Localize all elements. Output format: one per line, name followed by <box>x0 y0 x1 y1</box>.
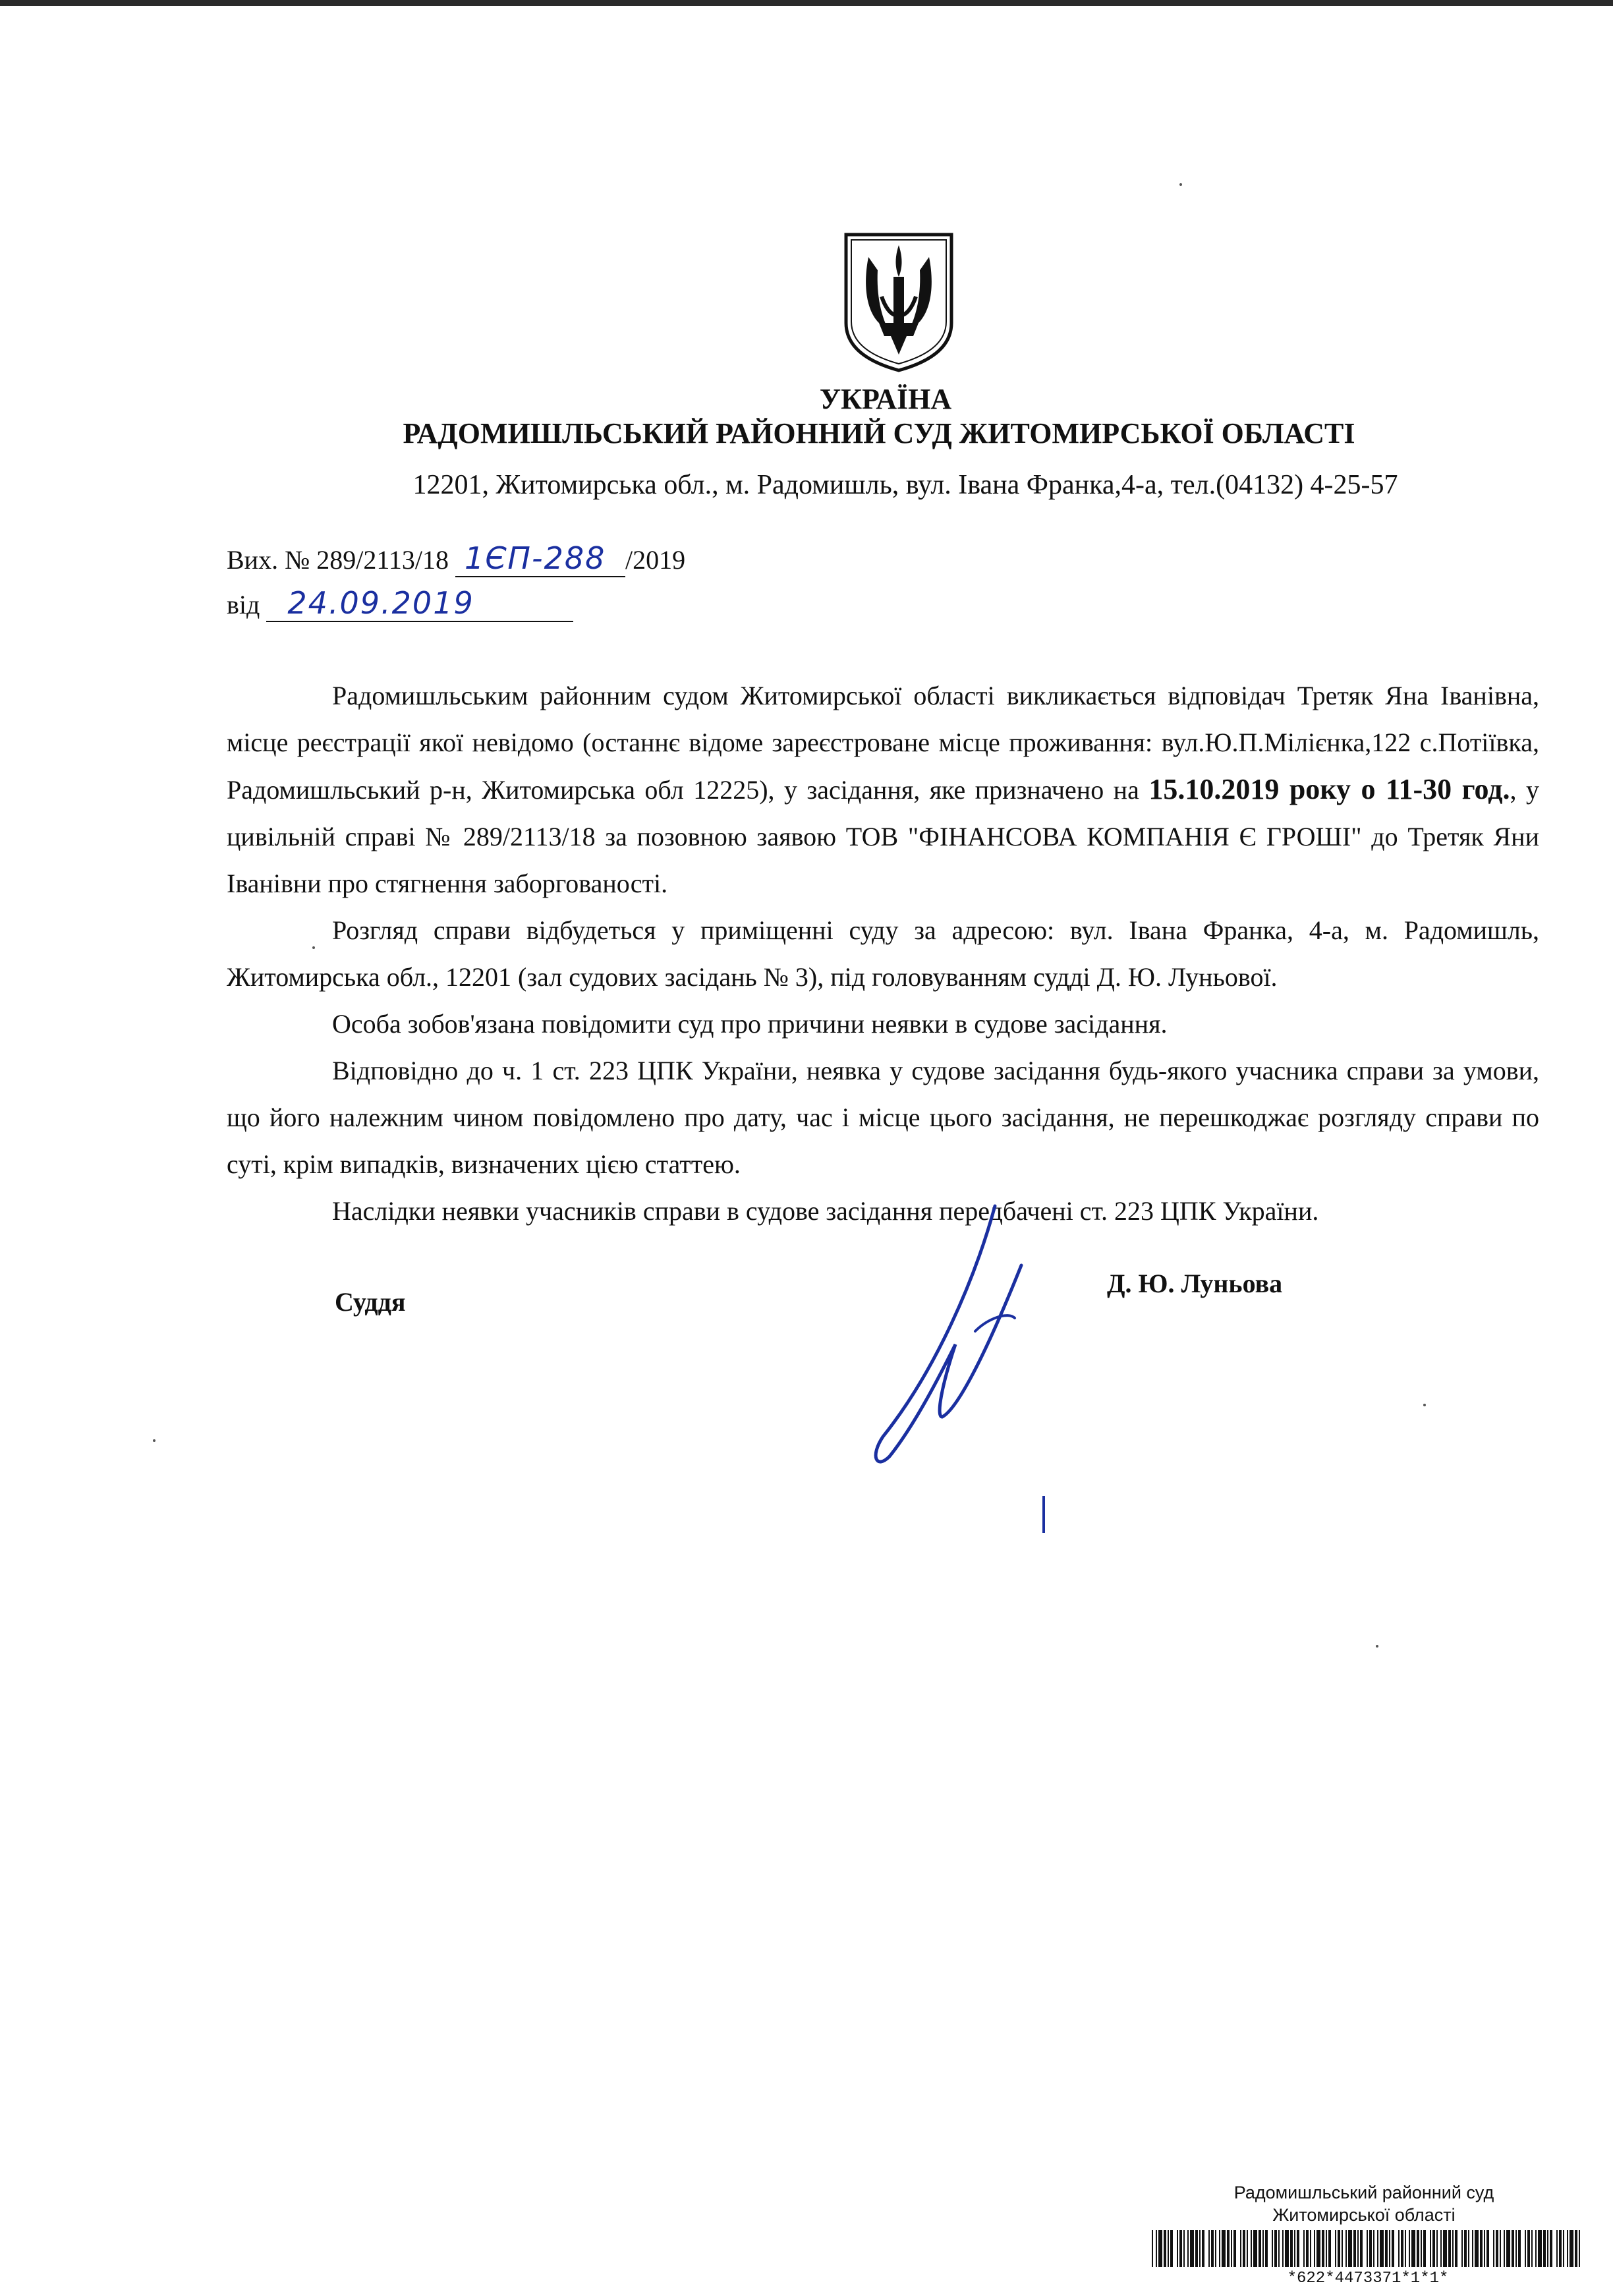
barcode-bar <box>1443 2230 1447 2267</box>
barcode-bar <box>1455 2230 1457 2267</box>
judge-role: Суддя <box>335 1287 406 1317</box>
handwritten-signature <box>857 1199 1054 1476</box>
outgoing-number-line <box>227 540 685 577</box>
barcode-bar <box>1251 2230 1252 2267</box>
barcode-bar <box>1464 2230 1467 2267</box>
barcode-bar <box>1335 2230 1336 2267</box>
outgoing-date-line <box>227 585 573 622</box>
barcode-bar <box>1367 2230 1368 2267</box>
barcode-bar <box>1369 2230 1372 2267</box>
barcode-bar <box>1353 2230 1356 2267</box>
barcode-bar <box>1303 2230 1305 2267</box>
summons-body <box>227 672 1539 1234</box>
barcode-bar <box>1290 2230 1293 2267</box>
barcode-bar <box>1563 2230 1564 2267</box>
barcode-bar <box>1190 2230 1194 2267</box>
barcode-bar <box>1432 2230 1435 2267</box>
barcode-bar <box>1448 2230 1451 2267</box>
barcode-bar <box>1472 2230 1473 2267</box>
barcode-bar <box>1547 2230 1548 2267</box>
barcode-number: *622*4473371*1*1* <box>1287 2270 1449 2287</box>
barcode-bar <box>1500 2230 1501 2267</box>
coat-of-arms-icon <box>842 231 955 374</box>
barcode-bar <box>1294 2230 1295 2267</box>
barcode-bar <box>1272 2230 1273 2267</box>
barcode-bar <box>1531 2230 1533 2267</box>
barcode-bar <box>1385 2230 1388 2267</box>
barcode-bar <box>1326 2230 1327 2267</box>
case-number: 289/2113/18 <box>316 545 449 575</box>
barcode-bar <box>1215 2230 1216 2267</box>
barcode-bar <box>1461 2230 1463 2267</box>
body-paragraph: Відповідно до ч. 1 ст. 223 ЦПК України, неявка у судове засідання будь-якого учасника справи за умови, що його належним чином повідомлено про дату, час і місце цього засідання, не перешкоджає розгляду справи по суті, крім випадків, визначених цією статтею. <box>227 1056 1539 1179</box>
barcode-bar <box>1452 2230 1454 2267</box>
barcode-bar <box>1380 2230 1384 2267</box>
barcode-bar <box>1567 2230 1568 2267</box>
body-paragraph: Розгляд справи відбудеться у приміщенні суду за адресою: вул. Івана Франка, 4-а, м. Радомишль, Житомирська обл., 12201 (зал судових засідань № 3), під головуванням судді Д. Ю. Луньової. <box>227 915 1539 992</box>
registry-court-line1: Радомишльський районний суд <box>1233 2183 1494 2202</box>
barcode-bar <box>1152 2230 1153 2267</box>
barcode-bar <box>1535 2230 1537 2267</box>
barcode-bar <box>1570 2230 1573 2267</box>
body-text-segment: Радомишльським районним судом Житомирської області викликається відповідач Третяк Яна Іванівна, місце реєстрації якої невідомо (останнє відоме зареєстроване місце проживання: вул.Ю.П.Мілієнка,122 с.Потіївка, Радомишльський р-н, Житомирська обл 12225), у засідання, яке призначено на <box>227 681 1539 805</box>
outgoing-label: Вих. № <box>227 545 310 575</box>
barcode-bar <box>1357 2230 1359 2267</box>
barcode-bar <box>1468 2230 1469 2267</box>
court-title: РАДОМИШЛЬСЬКИЙ РАЙОННИЙ СУД ЖИТОМИРСЬКОЇ ОБЛАСТІ <box>403 417 1355 449</box>
barcode-bar <box>1259 2230 1261 2267</box>
barcode-bar <box>1345 2230 1347 2267</box>
barcode-bar <box>1297 2230 1299 2267</box>
barcode-bar <box>1389 2230 1390 2267</box>
barcode-bar <box>1202 2230 1204 2267</box>
barcode-bar <box>1436 2230 1438 2267</box>
barcode-bar <box>1525 2230 1526 2267</box>
barcode-bar <box>1247 2230 1248 2267</box>
barcode-bar <box>1486 2230 1489 2267</box>
barcode-bar <box>1423 2230 1426 2267</box>
barcode-bar <box>1219 2230 1220 2267</box>
barcode-bar <box>1377 2230 1378 2267</box>
barcode-bar <box>1306 2230 1309 2267</box>
barcode-bar <box>1285 2230 1289 2267</box>
scan-speck <box>1179 183 1182 186</box>
barcode-bar <box>1417 2230 1419 2267</box>
barcode-bar <box>1183 2230 1185 2267</box>
barcode-bar <box>1527 2230 1530 2267</box>
barcode-bar <box>1579 2230 1580 2267</box>
date-label: від <box>227 590 260 619</box>
barcode-bar <box>1430 2230 1431 2267</box>
barcode-bar <box>1199 2230 1201 2267</box>
body-paragraph: Наслідки неявки учасників справи в судове засідання передбачені ст. 223 ЦПК України. <box>332 1196 1319 1226</box>
barcode-bar <box>1278 2230 1280 2267</box>
barcode-bar <box>1475 2230 1479 2267</box>
barcode-bar <box>1559 2230 1562 2267</box>
body-text-segment: , у цивільній справі № 289/2113/18 за позовною заявою ТОВ "ФІНАНСОВА КОМПАНІЯ Є ГРОШІ" до Третяк Яни Іванівни про стягнення заборгованості. <box>227 775 1540 898</box>
barcode-bar <box>1338 2230 1340 2267</box>
barcode-bar <box>1240 2230 1241 2267</box>
scan-speck <box>153 1439 156 1442</box>
barcode-bar <box>1222 2230 1226 2267</box>
barcode-bar <box>1512 2230 1514 2267</box>
scan-speck <box>1423 1404 1426 1406</box>
registry-stamp <box>1146 2181 1581 2226</box>
barcode-bar <box>1484 2230 1485 2267</box>
barcode-bar <box>1233 2230 1236 2267</box>
barcode <box>1152 2230 1584 2267</box>
barcode-bar <box>1411 2230 1415 2267</box>
court-address: 12201, Житомирська обл., м. Радомишль, вул. Івана Франка,4-а, тел.(04132) 4-25-57 <box>412 470 1398 500</box>
barcode-bar <box>1401 2230 1403 2267</box>
barcode-bar <box>1164 2230 1166 2267</box>
barcode-bar <box>1265 2230 1268 2267</box>
barcode-bar <box>1310 2230 1311 2267</box>
barcode-bar <box>1550 2230 1552 2267</box>
barcode-bar <box>1262 2230 1264 2267</box>
barcode-bar <box>1538 2230 1542 2267</box>
barcode-bar <box>1348 2230 1352 2267</box>
outgoing-year: /2019 <box>625 545 686 575</box>
body-paragraph <box>227 672 1539 907</box>
barcode-bar <box>1480 2230 1483 2267</box>
barcode-bar <box>1398 2230 1400 2267</box>
barcode-bar <box>1316 2230 1320 2267</box>
body-paragraph: Особа зобов'язана повідомити суд про причини неявки в судове засідання. <box>332 1009 1168 1039</box>
barcode-bar <box>1493 2230 1494 2267</box>
barcode-bar <box>1227 2230 1230 2267</box>
hearing-datetime: 15.10.2019 року о 11-30 год. <box>1148 773 1510 805</box>
barcode-bar <box>1253 2230 1257 2267</box>
barcode-bar <box>1156 2230 1157 2267</box>
barcode-bar <box>1274 2230 1277 2267</box>
barcode-bar <box>1211 2230 1214 2267</box>
barcode-bar <box>1440 2230 1442 2267</box>
barcode-bar <box>1496 2230 1498 2267</box>
country-title: УКРАЇНА <box>819 383 952 415</box>
page-top-border <box>0 0 1613 6</box>
barcode-bar <box>1373 2230 1374 2267</box>
barcode-bar <box>1282 2230 1284 2267</box>
barcode-bar <box>1158 2230 1162 2267</box>
barcode-bar <box>1177 2230 1178 2267</box>
barcode-bar <box>1328 2230 1331 2267</box>
barcode-bar <box>1187 2230 1189 2267</box>
barcode-bar <box>1208 2230 1210 2267</box>
barcode-bar <box>1515 2230 1517 2267</box>
barcode-bar <box>1392 2230 1394 2267</box>
barcode-bar <box>1405 2230 1406 2267</box>
barcode-bar <box>1231 2230 1232 2267</box>
handwritten-date: 24.09.2019 <box>266 585 573 622</box>
barcode-bar <box>1342 2230 1343 2267</box>
registry-court-line2: Житомирської області <box>1272 2205 1456 2225</box>
barcode-bar <box>1504 2230 1505 2267</box>
barcode-bar <box>1543 2230 1546 2267</box>
handwritten-outgoing-number: 1ЄП-288 <box>455 540 625 577</box>
barcode-bar <box>1575 2230 1577 2267</box>
ink-mark <box>1037 1495 1050 1534</box>
judge-name: Д. Ю. Луньова <box>1107 1269 1283 1298</box>
barcode-bar <box>1168 2230 1169 2267</box>
barcode-bar <box>1518 2230 1521 2267</box>
barcode-bar <box>1506 2230 1510 2267</box>
barcode-bar <box>1409 2230 1410 2267</box>
barcode-bar <box>1314 2230 1315 2267</box>
barcode-bar <box>1170 2230 1173 2267</box>
barcode-bar <box>1179 2230 1182 2267</box>
barcode-bar <box>1243 2230 1245 2267</box>
barcode-bar <box>1195 2230 1198 2267</box>
barcode-bar <box>1556 2230 1558 2267</box>
scan-speck <box>1376 1645 1378 1648</box>
barcode-bar <box>1421 2230 1422 2267</box>
barcode-bar <box>1360 2230 1363 2267</box>
barcode-bar <box>1322 2230 1324 2267</box>
